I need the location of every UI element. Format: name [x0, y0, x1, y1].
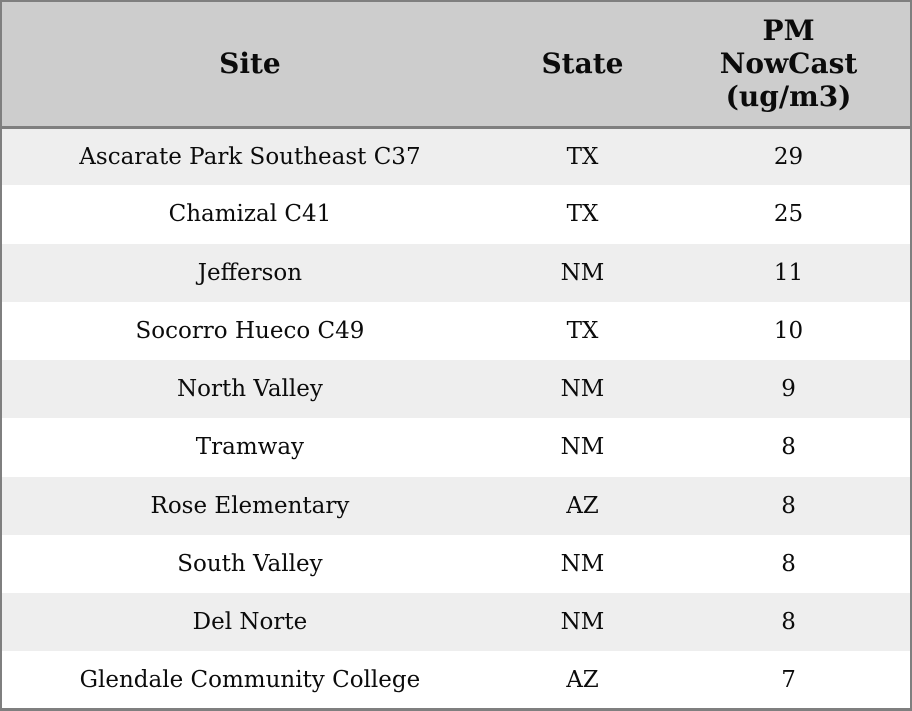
- table-row: [1, 418, 911, 476]
- pm-nowcast-cell: 8: [781, 609, 796, 636]
- table-row: [1, 302, 911, 360]
- pm-nowcast-cell: 9: [781, 376, 796, 403]
- pm-nowcast-cell: 10: [773, 317, 804, 344]
- state-cell: AZ: [566, 666, 599, 693]
- column-header-pm-nowcast: [667, 1, 911, 127]
- state-cell: NM: [560, 376, 605, 403]
- column-header-state: [498, 1, 667, 127]
- header-row: [1, 1, 911, 127]
- state-cell: NM: [560, 609, 605, 636]
- site-cell: Tramway: [195, 434, 305, 461]
- state-cell: TX: [566, 317, 599, 344]
- state-cell: AZ: [566, 492, 599, 519]
- site-cell: Socorro Hueco C49: [135, 317, 365, 344]
- pm-nowcast-cell: 11: [773, 259, 804, 286]
- state-cell: NM: [560, 259, 605, 286]
- site-cell: Chamizal C41: [168, 201, 332, 228]
- state-cell: TX: [566, 143, 599, 170]
- column-header-site: [1, 1, 498, 127]
- table-row: [1, 127, 911, 185]
- table-row: [1, 244, 911, 302]
- pm-nowcast-cell: 29: [773, 143, 804, 170]
- state-cell: NM: [560, 550, 605, 577]
- column-header-pm-nowcast-label: PM NowCast (ug/m3): [719, 14, 858, 114]
- site-cell: Jefferson: [197, 259, 303, 286]
- site-cell: North Valley: [176, 376, 323, 403]
- column-header-state-label: State: [541, 47, 624, 81]
- table-row: [1, 360, 911, 418]
- state-cell: TX: [566, 201, 599, 228]
- pm-nowcast-cell: 8: [781, 550, 796, 577]
- table-header: [1, 1, 911, 127]
- pm-nowcast-cell: 25: [773, 201, 804, 228]
- site-cell: Del Norte: [192, 609, 308, 636]
- column-header-site-label: Site: [219, 47, 281, 81]
- site-cell: Ascarate Park Southeast C37: [79, 143, 421, 170]
- site-cell: Rose Elementary: [150, 492, 350, 519]
- pm-nowcast-cell: 8: [781, 492, 796, 519]
- state-cell: NM: [560, 434, 605, 461]
- site-cell: Glendale Community College: [79, 666, 421, 693]
- table-row: [1, 593, 911, 651]
- site-cell: South Valley: [177, 550, 323, 577]
- pm-nowcast-cell: 7: [781, 666, 796, 693]
- table-body: [1, 127, 911, 710]
- table-row: [1, 535, 911, 593]
- table-row: [1, 477, 911, 535]
- pm-nowcast-cell: 8: [781, 434, 796, 461]
- table-row: [1, 651, 911, 709]
- table-row: [1, 185, 911, 243]
